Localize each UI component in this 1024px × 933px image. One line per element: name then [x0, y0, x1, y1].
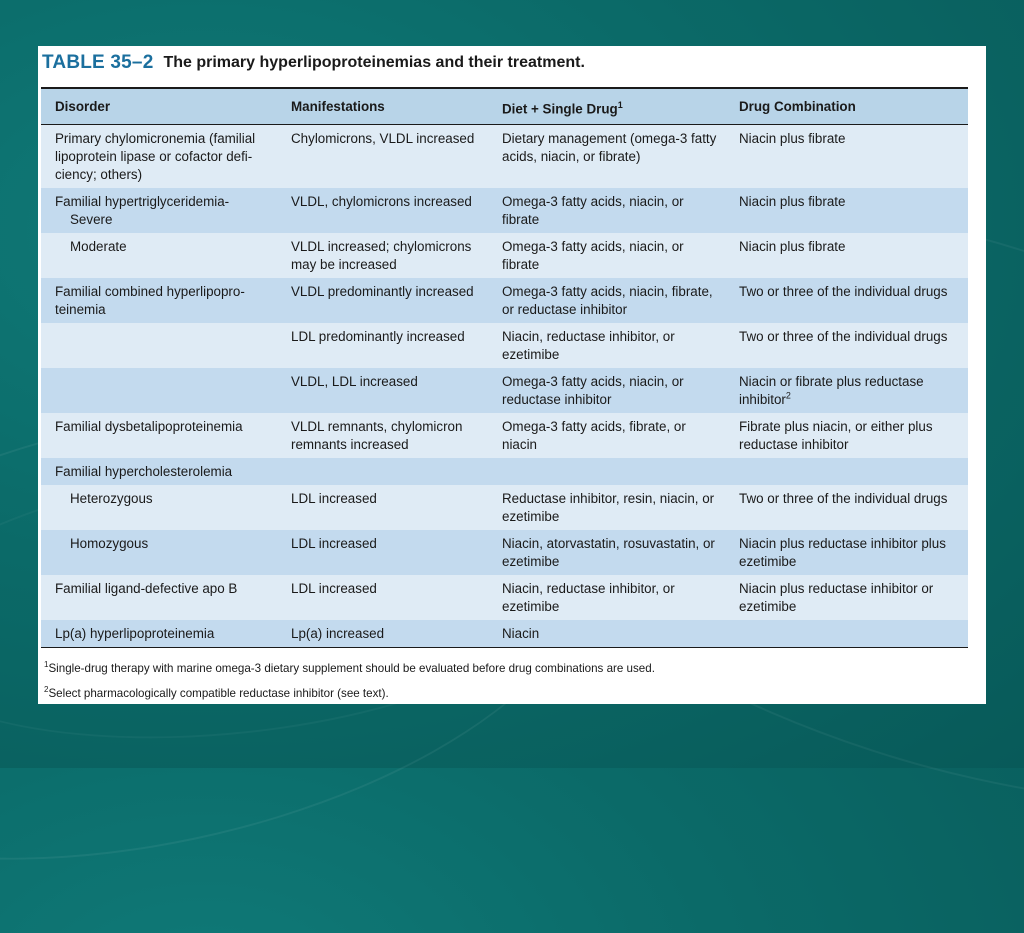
footnote-marker: 2 — [44, 684, 49, 694]
cell-manifestations: VLDL predominantly increased — [277, 278, 488, 323]
header-manifestations: Manifestations — [277, 88, 488, 125]
cell-manifestations: VLDL, chylomicrons increased — [277, 188, 488, 233]
table-footnotes — [44, 654, 655, 704]
cell-manifestations: VLDL, LDL increased — [277, 368, 488, 413]
header-diet-single-drug-label: Diet + Single Drug — [502, 101, 618, 117]
hyperlipoproteinemia-table — [41, 87, 968, 648]
cell-disorder-sub: Moderate — [70, 239, 127, 255]
cell-diet-single-drug: Niacin, atorvastatin, rosuvastatin, or ezetimibe — [488, 530, 725, 575]
cell-disorder — [41, 233, 277, 278]
table-row — [41, 125, 968, 189]
table-header-row — [41, 88, 968, 125]
cell-manifestations: Lp(a) increased — [277, 620, 488, 648]
cell-diet-single-drug: Niacin, reductase inhibitor, or ezetimibe — [488, 575, 725, 620]
cell-diet-single-drug: Omega-3 fatty acids, niacin, or fibrate — [488, 188, 725, 233]
cell-diet-single-drug: Niacin — [488, 620, 725, 648]
cell-disorder-sub: Heterozygous — [70, 491, 153, 507]
cell-diet-single-drug: Niacin, reductase inhibitor, or ezetimibe — [488, 323, 725, 368]
table-row — [41, 485, 968, 530]
table-number: TABLE 35–2 — [42, 52, 154, 73]
cell-diet-single-drug: Omega-3 fatty acids, niacin, or reductase inhibitor — [488, 368, 725, 413]
footnote — [44, 654, 655, 679]
header-drug-combination: Drug Combination — [725, 88, 968, 125]
table-row — [41, 368, 968, 413]
footnote-marker: 1 — [617, 100, 623, 110]
table-row — [41, 188, 968, 233]
cell-disorder: Familial dysbetalipoproteinemia — [41, 413, 277, 458]
cell-manifestations: Chylomicrons, VLDL increased — [277, 125, 488, 189]
cell-diet-single-drug: Omega-3 fatty acids, niacin, or fibrate — [488, 233, 725, 278]
cell-disorder: Familial combined hyperlipoproteinemia — [41, 278, 277, 323]
footnote — [44, 679, 655, 704]
cell-manifestations: LDL increased — [277, 485, 488, 530]
cell-diet-single-drug: Reductase inhibitor, resin, niacin, or ezetimibe — [488, 485, 725, 530]
table-row — [41, 413, 968, 458]
table-row — [41, 233, 968, 278]
cell-manifestations: LDL increased — [277, 575, 488, 620]
table-row — [41, 458, 968, 485]
cell-manifestations — [277, 458, 488, 485]
slide-card — [38, 46, 986, 704]
cell-disorder — [41, 530, 277, 575]
cell-manifestations: LDL predominantly increased — [277, 323, 488, 368]
cell-disorder — [41, 323, 277, 368]
cell-disorder — [41, 485, 277, 530]
cell-drug-combination: Two or three of the individual drugs — [725, 278, 968, 323]
cell-drug-combination: Fibrate plus niacin, or either plus reductase inhibitor — [725, 413, 968, 458]
cell-diet-single-drug: Dietary management (omega-3 fatty acids, niacin, or fibrate) — [488, 125, 725, 189]
cell-disorder: Familial ligand-defective apo B — [41, 575, 277, 620]
cell-drug-combination: Niacin plus reductase inhibitor or ezetimibe — [725, 575, 968, 620]
footnote-marker: 1 — [44, 660, 49, 669]
cell-drug-combination — [725, 368, 968, 413]
cell-drug-combination — [725, 458, 968, 485]
cell-manifestations: LDL increased — [277, 530, 488, 575]
cell-drug-combination: Niacin plus fibrate — [725, 233, 968, 278]
cell-disorder: Lp(a) hyperlipoproteinemia — [41, 620, 277, 648]
footnote-text: Select pharmacologically compatible reductase inhibitor (see text). — [48, 686, 389, 700]
cell-diet-single-drug: Omega-3 fatty acids, niacin, fibrate, or reductase inhibitor — [488, 278, 725, 323]
cell-disorder — [41, 188, 277, 233]
cell-drug-combination: Two or three of the individual drugs — [725, 323, 968, 368]
footnote-text: Single-drug therapy with marine omega-3 dietary supplement should be evaluated before drug combinations are used. — [48, 661, 655, 675]
cell-drug-combination: Niacin plus fibrate — [725, 125, 968, 189]
table-title — [42, 48, 585, 78]
footnote-marker: 2 — [785, 391, 791, 401]
cell-diet-single-drug — [488, 458, 725, 485]
table-row — [41, 620, 968, 648]
cell-disorder-sub: Severe — [70, 212, 113, 228]
cell-disorder — [41, 368, 277, 413]
header-disorder: Disorder — [41, 88, 277, 125]
cell-drug-combination: Two or three of the individual drugs — [725, 485, 968, 530]
cell-disorder-main: Familial hypertriglyceridemia- — [55, 194, 230, 210]
cell-disorder: Familial hypercholesterolemia — [41, 458, 277, 485]
cell-diet-single-drug: Omega-3 fatty acids, fibrate, or niacin — [488, 413, 725, 458]
cell-drug-combination: Niacin plus fibrate — [725, 188, 968, 233]
table-row — [41, 530, 968, 575]
cell-drug-combination: Niacin plus reductase inhibitor plus ezetimibe — [725, 530, 968, 575]
table-row — [41, 323, 968, 368]
cell-disorder: Primary chylomicronemia (familial lipoprotein lipase or cofactor deficiency; others) — [41, 125, 277, 189]
cell-manifestations: VLDL increased; chylomicrons may be increased — [277, 233, 488, 278]
table-row — [41, 575, 968, 620]
table-caption: The primary hyperlipoproteinemias and their treatment. — [163, 54, 585, 71]
cell-disorder-sub: Homozygous — [70, 536, 149, 552]
table-row — [41, 278, 968, 323]
cell-drug-combination-text: Niacin or fibrate plus reductase inhibitor — [739, 374, 924, 408]
header-diet-single-drug — [488, 88, 725, 125]
cell-manifestations: VLDL remnants, chylomicron remnants increased — [277, 413, 488, 458]
cell-drug-combination — [725, 620, 968, 648]
